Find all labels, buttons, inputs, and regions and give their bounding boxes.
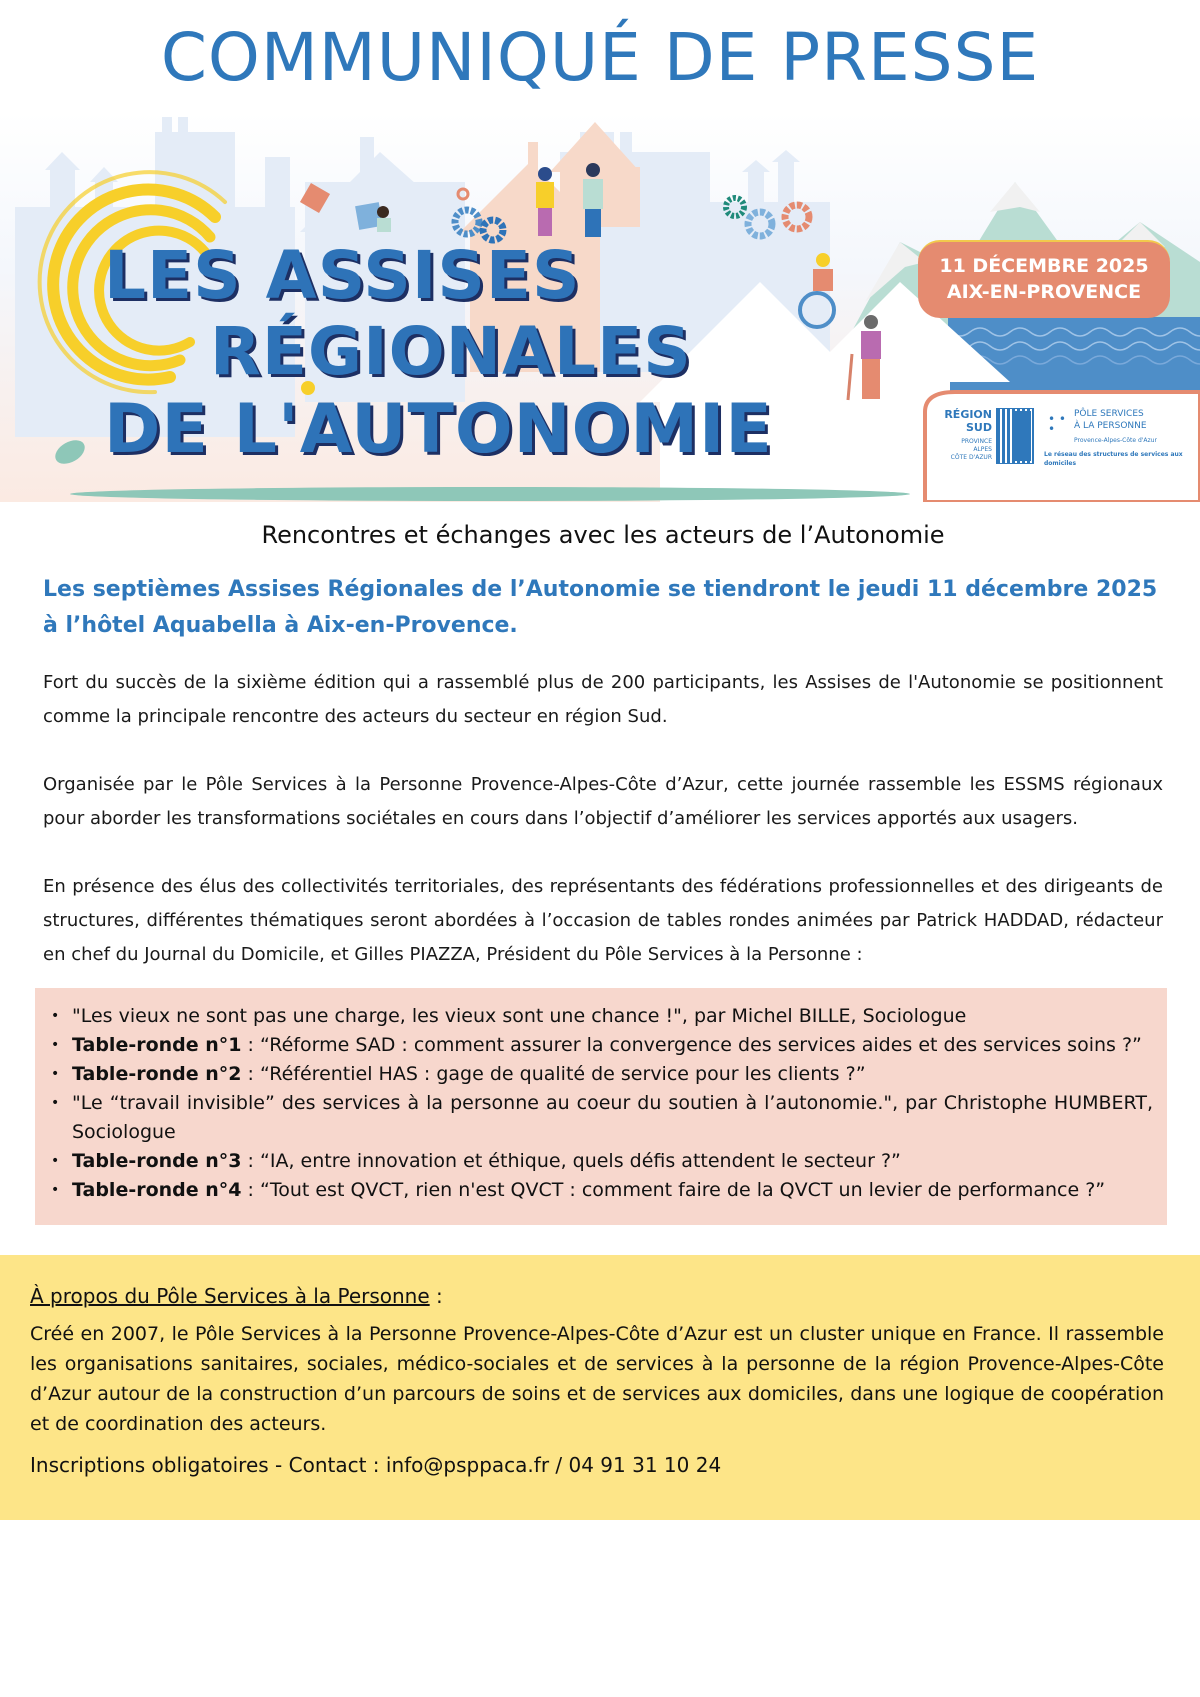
- program-item-text: : “Réforme SAD : comment assurer la convergence des services aides et des services soins ?”: [241, 1034, 1142, 1056]
- program-item-label: Table-ronde n°2: [72, 1063, 242, 1085]
- program-item: [72, 1176, 1153, 1205]
- program-item: [72, 1060, 1153, 1089]
- event-date: 11 DÉCEMBRE 2025: [939, 255, 1149, 277]
- region-logo-sub2: ALPES: [973, 446, 992, 453]
- contact-separator: /: [549, 1453, 569, 1477]
- subtitle: Rencontres et échanges avec les acteurs de l’Autonomie: [261, 521, 945, 549]
- about-heading-text: À propos du Pôle Services à la Personne: [30, 1284, 430, 1308]
- program-box: [35, 988, 1167, 1225]
- region-logo-sub3: CÔTE D'AZUR: [950, 454, 992, 461]
- dots-wave-icon: • • •: [1048, 412, 1066, 436]
- about-heading: [30, 1281, 1164, 1311]
- program-item-text: : “Tout est QVCT, rien n'est QVCT : comment faire de la QVCT un levier de performance ?”: [241, 1179, 1106, 1201]
- program-item-label: Table-ronde n°1: [72, 1034, 242, 1056]
- about-section: [0, 1255, 1200, 1520]
- paragraph-3: En présence des élus des collectivités territoriales, des représentants des fédérations professionnelles et des dirigeants de structures, différentes thématiques seront abordées à l’occasion de tables rondes animées par Patrick HADDAD, rédacteur en chef du Journal du Domicile, et Gilles PIAZZA, Président du Pôle Services à la Personne :: [43, 876, 1163, 965]
- program-item-label: Table-ronde n°4: [72, 1179, 242, 1201]
- pole-services-logo: [1044, 408, 1194, 492]
- ground: [70, 487, 910, 501]
- paragraph-2: Organisée par le Pôle Services à la Personne Provence-Alpes-Côte d’Azur, cette journée rassemble les ESSMS régionaux pour aborder les transformations sociétales en cours dans l’objectif d’améliorer les services apportés aux usagers.: [43, 774, 1163, 829]
- contact-label: Inscriptions obligatoires - Contact :: [30, 1453, 386, 1477]
- event-location: AIX-EN-PROVENCE: [946, 281, 1142, 303]
- program-list: [72, 1002, 1153, 1205]
- program-item-text: : “IA, entre innovation et éthique, quels défis attendent le secteur ?”: [241, 1150, 901, 1172]
- program-item-text: "Les vieux ne sont pas une charge, les vieux sont une chance !", par Michel BILLE, Sociologue: [72, 1005, 967, 1027]
- program-item: [72, 1031, 1153, 1060]
- banner-title-line-3: DE L'AUTONOMIE: [104, 390, 773, 469]
- contact-phone[interactable]: 04 91 31 10 24: [568, 1453, 722, 1477]
- paragraph-1: Fort du succès de la sixième édition qui a rassemblé plus de 200 participants, les Assises de l'Autonomie se positionnent comme la principale rencontre des acteurs du secteur en région Sud.: [43, 672, 1163, 727]
- region-logo-line1: RÉGION: [944, 408, 992, 421]
- region-sud-logo: [936, 408, 1036, 492]
- leaf-icon: [51, 435, 89, 468]
- contact-line: [30, 1450, 1164, 1480]
- contact-email-link[interactable]: info@psppaca.fr: [385, 1453, 550, 1477]
- region-logo-sub1: PROVINCE: [961, 438, 992, 445]
- main-content: [0, 518, 1200, 972]
- sea: [948, 317, 1200, 397]
- program-item-label: Table-ronde n°3: [72, 1150, 242, 1172]
- event-banner: [0, 112, 1200, 502]
- about-heading-suffix: :: [429, 1284, 443, 1308]
- pole-logo-tagline: Le réseau des structures de services aux domiciles: [1044, 451, 1183, 467]
- program-item-text: : “Référentiel HAS : gage de qualité de service pour les clients ?”: [241, 1063, 866, 1085]
- program-item: [72, 1002, 1153, 1031]
- page-title: COMMUNIQUÉ DE PRESSE: [160, 19, 1040, 96]
- program-item-text: "Le “travail invisible” des services à la personne au coeur du soutien à l’autonomie.", par Christophe HUMBERT, Sociologue: [72, 1092, 1153, 1143]
- date-badge: [918, 240, 1170, 318]
- program-item: [72, 1089, 1153, 1147]
- pole-logo-line1: PÔLE SERVICES: [1074, 409, 1144, 419]
- region-shield-icon: [996, 408, 1034, 464]
- about-body: Créé en 2007, le Pôle Services à la Personne Provence-Alpes-Côte d’Azur est un cluster unique en France. Il rassemble les organisations sanitaires, sociales, médico-sociales et de services à la personne de la région Provence-Alpes-Côte d’Azur autour de la construction d’un parcours de soins et de services aux domiciles, dans une logique de coopération et de coordination des acteurs.: [30, 1323, 1164, 1435]
- lead-announcement: Les septièmes Assises Régionales de l’Autonomie se tiendront le jeudi 11 décembre 2025 à l’hôtel Aquabella à Aix-en-Provence.: [43, 577, 1158, 638]
- program-item: [72, 1147, 1153, 1176]
- banner-title-line-1: LES ASSISES: [104, 237, 581, 314]
- pole-logo-line3: Provence-Alpes-Côte d'Azur: [1074, 437, 1157, 444]
- pole-logo-line2: À LA PERSONNE: [1074, 421, 1147, 431]
- banner-title-line-2: RÉGIONALES: [210, 313, 692, 390]
- region-logo-line2: SUD: [966, 421, 992, 434]
